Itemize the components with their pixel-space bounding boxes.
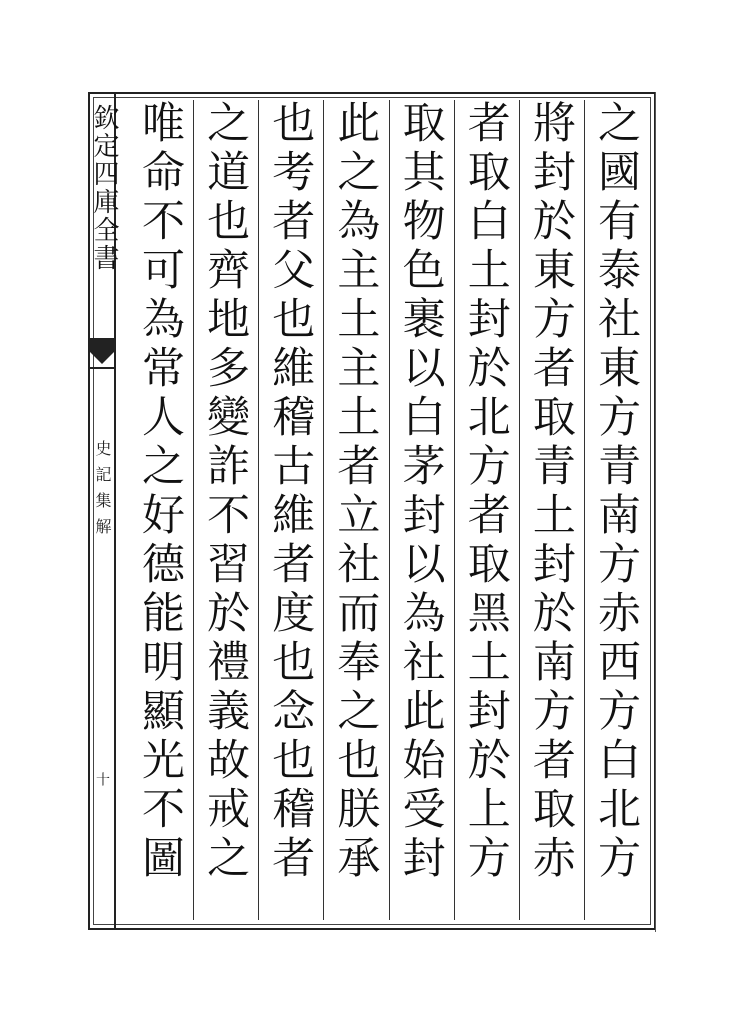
page-edge bbox=[655, 92, 662, 932]
text-column-3: 者取白土封於北方者取黑土封於上方 bbox=[454, 100, 518, 920]
page-number: 十 bbox=[94, 772, 110, 786]
text-column-7: 之道也齊地多變詐不習於禮義故戒之 bbox=[193, 100, 257, 920]
text-column-5: 此之為主土主土者立社而奉之也朕承 bbox=[323, 100, 387, 920]
collection-title: 欽定四庫全書 bbox=[89, 104, 119, 272]
book-name: 史記集解 bbox=[93, 440, 112, 544]
text-column-2: 將封於東方者取青土封於南方者取赤 bbox=[519, 100, 583, 920]
text-column-6: 也考者父也維稽古維者度也念也稽者 bbox=[258, 100, 322, 920]
fishtail-mark-icon bbox=[90, 338, 114, 374]
text-columns bbox=[128, 100, 648, 920]
text-column-1: 之國有泰社東方青南方赤西方白北方 bbox=[584, 100, 648, 920]
text-column-4: 取其物色裹以白茅封以為社此始受封 bbox=[389, 100, 453, 920]
text-column-8: 唯命不可為常人之好德能明顯光不圖 bbox=[135, 100, 185, 884]
